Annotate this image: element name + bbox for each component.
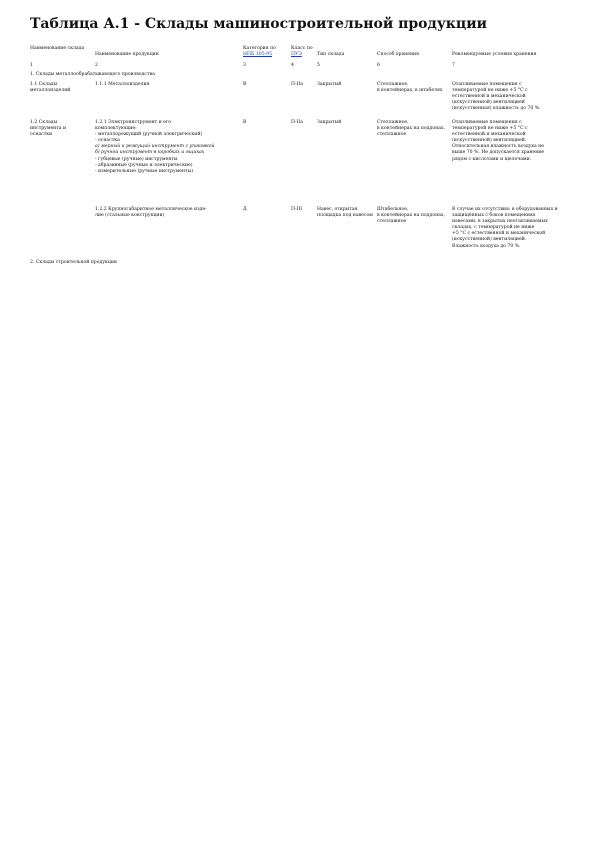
row-2-storage-name: 1.2 Склады инструмента и оснастки (30, 120, 67, 138)
row-3-class: П-III (291, 207, 303, 212)
row-3-product-line: лие (стальные конструкции) (95, 213, 165, 219)
header-storage-conditions: Рекомендуемые условия хранения (452, 52, 537, 57)
pue-link[interactable]: ПУЭ (291, 52, 302, 58)
header-product-name: Наименование продукции (95, 52, 159, 57)
npb-105-95-link[interactable]: НПБ 105-95 (243, 52, 273, 58)
row-2-conditions-line: Относительная влажность воздуха не (452, 144, 544, 150)
row-2-product-line: - оснастка (95, 138, 120, 144)
row-3-category: Д (243, 207, 247, 212)
row-2-product-line: - абразивные (ручные и электрические) (95, 162, 193, 168)
section-heading-1: 1. Склады металлообрабатывающего производства (30, 72, 155, 77)
header-class (291, 46, 313, 58)
row-2-method-line: Стеллажное, (377, 120, 409, 125)
row-1-conditions-line: (искусственной) вентиляцией (452, 100, 525, 106)
row-2-product-line: - измерительные (ручные инструменты) (95, 168, 194, 174)
header-storage-type: Тип склада (317, 52, 345, 57)
row-2-conditions-line: естественной и механической (452, 132, 526, 138)
row-1-conditions-line: (искусственная) влажность до 70 %. (452, 106, 541, 112)
section-heading-2: 2. Склады строительной продукции (30, 260, 117, 265)
row-1-product-line: 1.1.1 Металлоизделия (95, 82, 150, 87)
row-1-storage-method (377, 82, 443, 94)
row-2-conditions-line: выше 70 %. Не допускается хранение (452, 150, 545, 156)
row-2-product (95, 120, 240, 175)
table-title: Таблица А.1 - Склады машиностроительной продукции (30, 16, 488, 32)
col-number-4: 4 (291, 63, 294, 68)
row-2-product-line: - металлорежущий (ручной электрический) (95, 132, 203, 138)
col-number-2: 2 (95, 63, 98, 68)
row-3-type-line: площадка под навесом (317, 213, 373, 219)
row-1-conditions (452, 82, 560, 112)
row-1-category: В (243, 82, 247, 87)
row-2-storage-method (377, 120, 445, 138)
row-3-method-line: в контейнерах на поддонах, (377, 213, 445, 219)
row-2-conditions-line: (искусственной) вентиляцией. (452, 138, 527, 144)
row-2-method-line: стеллажное (377, 132, 407, 138)
row-1-class: П-IIа (291, 82, 303, 87)
row-3-conditions-line: навесами, в закрытых неотапливаемых (452, 219, 548, 225)
row-3-product (95, 207, 240, 219)
row-3-conditions-line: В случае их отсутствия: в оборудованных и (452, 207, 558, 212)
row-1-conditions-line: Отапливаемые помещения с (452, 82, 522, 87)
row-2-conditions-line: Отапливаемые помещения с (452, 120, 522, 125)
header-category (243, 46, 288, 58)
row-1-conditions-line: температурой не ниже +5 °С с (452, 88, 528, 94)
row-3-conditions-line: +5 °С с естественной и механической (452, 231, 546, 237)
row-1-conditions-line: естественной и механической (452, 94, 526, 100)
row-2-product-line: 1.2.1 Электроинструмент и его (95, 120, 172, 125)
row-3-conditions (452, 207, 560, 250)
header-category-label: Категория по (243, 46, 276, 51)
col-number-7: 7 (452, 63, 455, 68)
row-3-storage-type (317, 207, 372, 219)
row-2-class: П-IIа (291, 120, 303, 125)
header-storage-name: Наименование склада (30, 46, 85, 51)
row-3-product-line: 1.2.2 Крупногабаритное металлическое изде- (95, 207, 207, 212)
row-3-method-line: стеллажное (377, 219, 407, 225)
row-1-method-line: в контейнерах, в штабелях (377, 88, 443, 94)
col-number-5: 5 (317, 63, 320, 68)
header-storage-method: Способ хранения (377, 52, 419, 57)
row-1-storage-type: Закрытый (317, 82, 342, 87)
row-2-storage-type: Закрытый (317, 120, 342, 125)
header-class-label: Класс по (291, 46, 313, 51)
row-3-conditions-line: Влажность воздуха до 70 %. (452, 243, 521, 249)
row-3-storage-method (377, 207, 445, 225)
row-3-conditions-line: (искусственной) вентиляцией. (452, 237, 527, 243)
row-2-product-line: комплектующие: (95, 126, 137, 132)
row-3-conditions-line: складах, с температурой не ниже (452, 225, 535, 231)
row-2-conditions (452, 120, 560, 163)
row-2-method-line: в контейнерах на поддонах, (377, 126, 445, 132)
col-number-1: 1 (30, 63, 33, 68)
row-2-product-line: - губцевые (ручные) инструменты (95, 156, 178, 162)
row-1-method-line: Стеллажное, (377, 82, 409, 87)
col-number-6: 6 (377, 63, 380, 68)
row-3-type-line: Навес, открытая (317, 207, 358, 212)
row-1-product (95, 82, 240, 88)
row-2-product-line: а) мерный и режущий инструмент с упаковкой (95, 144, 215, 150)
row-2-product-line: б) ручной инструмент в коробках и ящиках (95, 150, 205, 156)
row-3-conditions-line: защищённых с боков помещениях (452, 213, 536, 219)
row-3-method-line: Штабельное, (377, 207, 409, 212)
row-2-category: В (243, 120, 247, 125)
row-1-storage-name: 1.1 Склады металлоизделий (30, 82, 71, 94)
row-2-conditions-line: температурой не ниже +5 °С с (452, 126, 528, 132)
col-number-3: 3 (243, 63, 246, 68)
row-2-conditions-line: рядом с кислотами и щелочами. (452, 156, 532, 162)
